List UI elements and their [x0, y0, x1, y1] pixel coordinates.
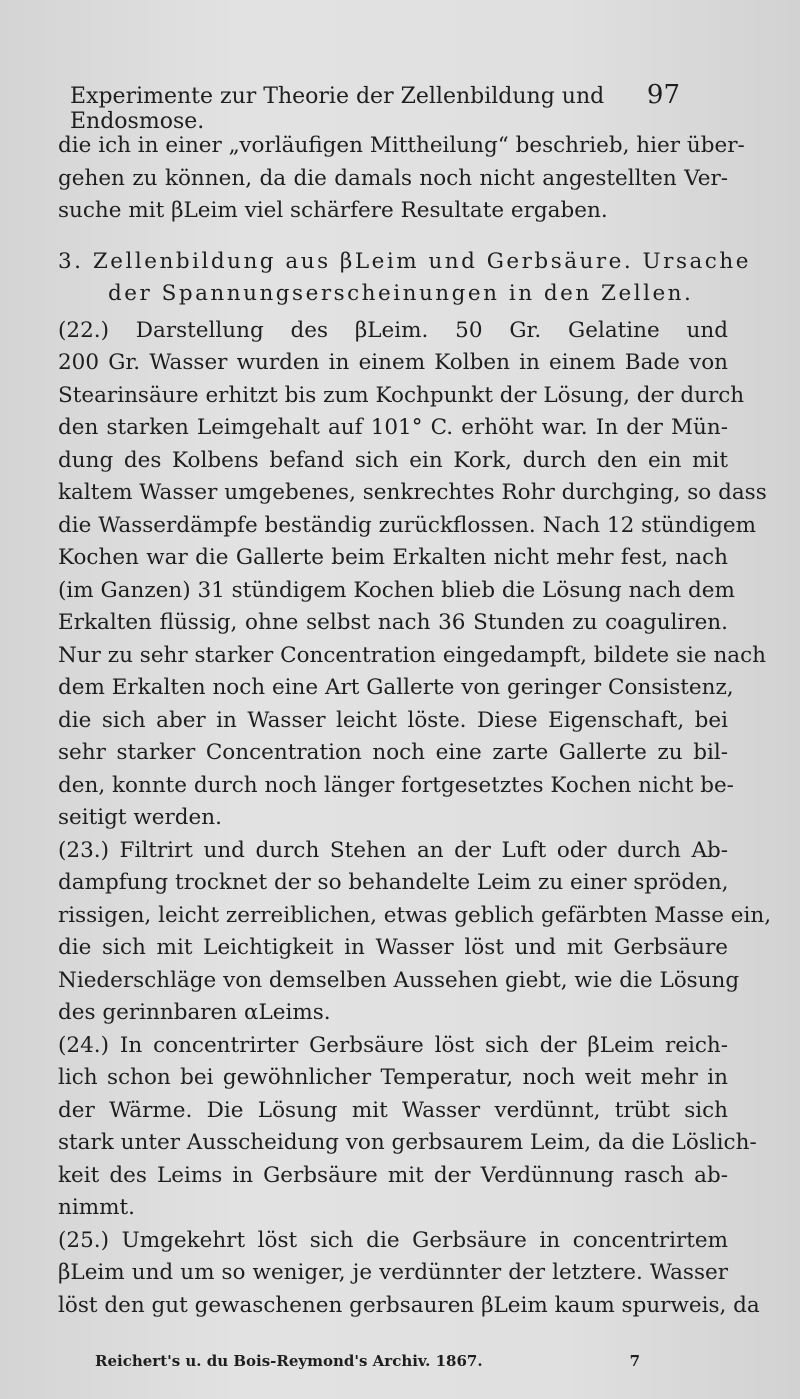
text-line: suche mit βLeim viel schärfere Resultate ergaben.: [58, 198, 608, 223]
running-header: [70, 80, 680, 134]
text-line: die sich aber in Wasser leicht löste. Diese Eigenschaft, bei: [58, 707, 728, 733]
journal-signature: Reichert's u. du Bois-Reymond's Archiv. 1867.: [95, 1352, 483, 1370]
text-line: Niederschläge von demselben Aussehen giebt, wie die Lösung: [58, 967, 740, 993]
section-heading: der Spannungserscheinungen in den Zellen.: [108, 281, 694, 306]
text-line: (23.) Filtrirt und durch Stehen an der Luft oder durch Ab-: [58, 837, 728, 863]
text-line: dampfung trocknet der so behandelte Leim zu einer spröden,: [58, 870, 729, 895]
text-line: dung des Kolbens befand sich ein Kork, durch den ein mit: [58, 447, 728, 473]
text-line: Kochen war die Gallerte beim Erkalten nicht mehr fest, nach: [58, 545, 728, 570]
body-text: [58, 130, 772, 1322]
text-line: die ich in einer „vorläufigen Mittheilung“ beschrieb, hier über-: [58, 133, 745, 158]
text-line: (25.) Umgekehrt löst sich die Gerbsäure in concentrirtem: [58, 1227, 728, 1253]
text-line: Erkalten flüssig, ohne selbst nach 36 Stunden zu coaguliren.: [58, 610, 728, 635]
text-line: lich schon bei gewöhnlicher Temperatur, noch weit mehr in: [58, 1065, 728, 1090]
running-title: Experimente zur Theorie der Zellenbildung und Endosmose.: [70, 84, 605, 134]
text-line: stark unter Ausscheidung von gerbsaurem Leim, da die Löslich-: [58, 1130, 757, 1155]
text-line: des gerinnbaren αLeims.: [58, 1000, 331, 1025]
text-line: Nur zu sehr starker Concentration eingedampft, bildete sie nach: [58, 642, 767, 668]
text-line: den, konnte durch noch länger fortgesetztes Kochen nicht be-: [58, 772, 734, 798]
text-line: löst den gut gewaschenen gerbsauren βLeim kaum spurweis, da: [58, 1292, 760, 1318]
text-line: seitigt werden.: [58, 805, 222, 830]
text-line: kaltem Wasser umgebenes, senkrechtes Rohr durchging, so dass: [58, 480, 767, 505]
text-line: Stearinsäure erhitzt bis zum Kochpunkt der Lösung, der durch: [58, 382, 745, 408]
text-line: keit des Leims in Gerbsäure mit der Verdünnung rasch ab-: [58, 1162, 728, 1188]
text-line: der Wärme. Die Lösung mit Wasser verdünnt, trübt sich: [58, 1097, 728, 1123]
text-line: (24.) In concentrirter Gerbsäure löst sich der βLeim reich-: [58, 1032, 728, 1058]
text-line: die sich mit Leichtigkeit in Wasser löst und mit Gerbsäure: [58, 935, 728, 960]
text-line: gehen zu können, da die damals noch nicht angestellten Ver-: [58, 165, 728, 191]
page-number: 97: [646, 80, 680, 110]
text-line: sehr starker Concentration noch eine zarte Gallerte zu bil-: [58, 740, 728, 765]
page-footer: [95, 1352, 640, 1370]
text-line: den starken Leimgehalt auf 101° C. erhöht war. In der Mün-: [58, 415, 728, 440]
section-heading: 3. Zellenbildung aus βLeim und Gerbsäure. Ursache: [58, 248, 751, 274]
text-line: 200 Gr. Wasser wurden in einem Kolben in einem Bade von: [58, 350, 728, 375]
sheet-signature: 7: [629, 1352, 640, 1370]
text-line: (im Ganzen) 31 stündigem Kochen blieb die Lösung nach dem: [58, 577, 735, 603]
text-line: βLeim und um so weniger, je verdünnter der letztere. Wasser: [58, 1260, 728, 1285]
text-line: (22.) Darstellung des βLeim. 50 Gr. Gelatine und: [58, 317, 728, 343]
text-line: nimmt.: [58, 1195, 135, 1220]
text-line: die Wasserdämpfe beständig zurückflossen. Nach 12 stündigem: [58, 512, 757, 538]
text-line: rissigen, leicht zerreiblichen, etwas geblich gefärbten Masse ein,: [58, 902, 772, 928]
text-line: dem Erkalten noch eine Art Gallerte von geringer Consistenz,: [58, 675, 734, 700]
